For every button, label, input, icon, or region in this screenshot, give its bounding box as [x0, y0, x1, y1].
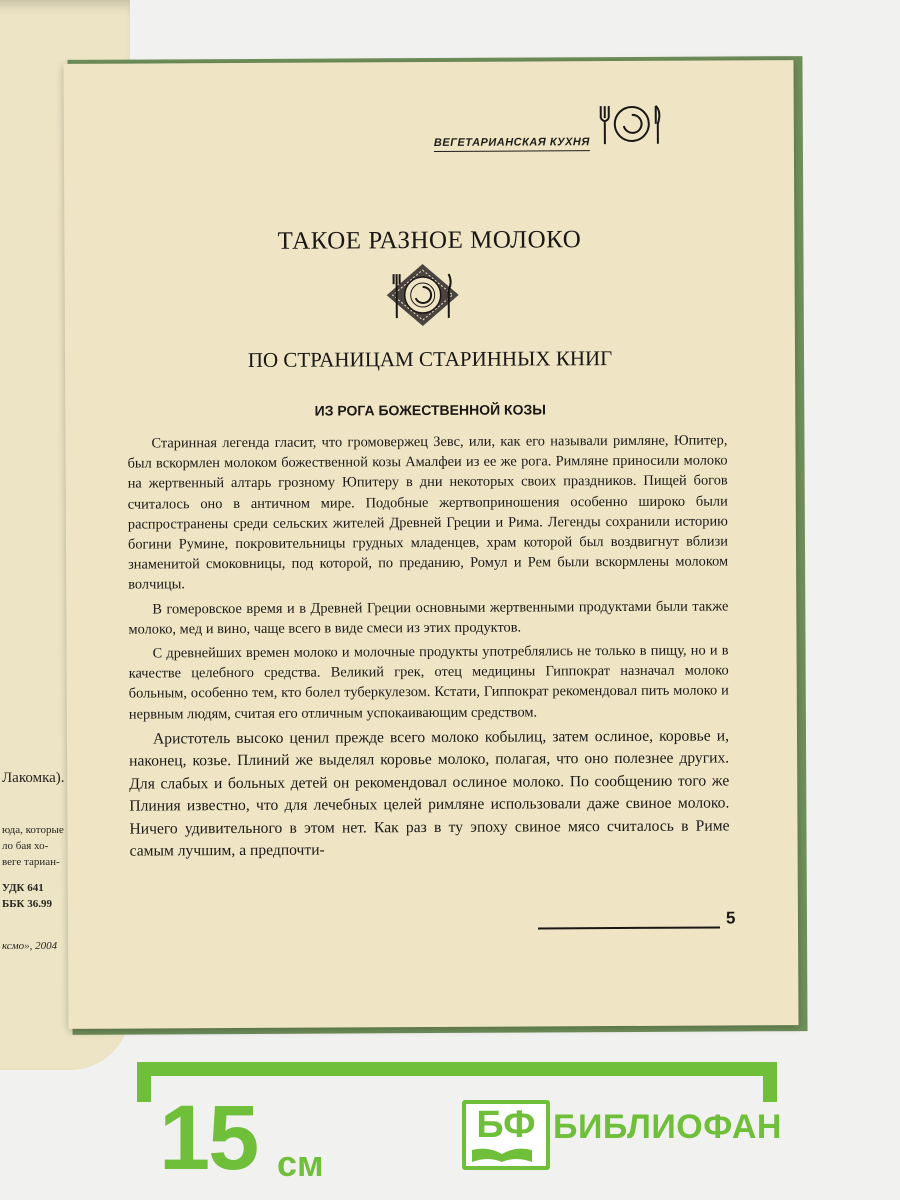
paragraph: Старинная легенда гласит, что громовержец Зевс, или, как его называли римляне, Юпитер, был вскормлен молоком божественной козы Амалфеи из ее же рога. Римляне приносили молоко на жертвенный алтарь грозному Юпитеру в дни некоторых своих праздников. Пищей богов считалось оно в античном мире. Подобные жертвоприношения особенно широко были распространены среди сельских жителей Древней Греции и Рима. Легенды сохранили историю богини Румине, покровительницы грудных младенцев, храм которой был воздвигнут вблизи знаменитой смоковницы, под которой, по преданию, Ромул и Рем были вскормлены молоком волчицы.: [127, 432, 729, 594]
publisher-logo-icon: [462, 1100, 550, 1170]
footer-rule: [538, 926, 720, 929]
left-page-line: юда, которые: [2, 824, 64, 836]
size-banner: [137, 1062, 782, 1200]
cutlery-plate-icon: [596, 102, 668, 151]
left-page-line: ло бая хо-: [2, 840, 49, 852]
classification-codes: [2, 880, 52, 912]
udk-code: УДК 641: [2, 882, 44, 894]
publisher-name: БИБЛИОФАН: [553, 1108, 782, 1146]
copyright-text: ксмо», 2004: [2, 940, 58, 952]
left-page-text: [2, 822, 64, 870]
banner-bar: [137, 1062, 151, 1102]
subsection-heading: ИЗ РОГА БОЖЕСТВЕННОЙ КОЗЫ: [314, 401, 546, 419]
book-page: [63, 60, 798, 1029]
plate-ornament-icon: [383, 262, 463, 333]
paragraph: С древнейших времен молоко и молочные продукты употреблялись не только в пищу, но и в качестве целебного средства. Великий грек, отец медицины Гиппократ назначал молоко больным, особенно тем, кто болел туберкулезом. Кстати, Гиппократ рекомендовал пить молоко и нервным людям, считая его отличным успокаивающим средством.: [128, 642, 729, 723]
open-book-icon: [466, 1146, 538, 1164]
bbk-code: ББК 36.99: [2, 898, 53, 910]
left-page-line: веге тариан-: [2, 856, 60, 868]
size-unit: см: [277, 1143, 324, 1184]
banner-bar: [763, 1062, 777, 1102]
section-label: ВЕГЕТАРИАНСКАЯ КУХНЯ: [434, 136, 590, 152]
chapter-title: ТАКОЕ РАЗНОЕ МОЛОКО: [277, 226, 582, 255]
running-header: [434, 121, 668, 152]
body-text: [127, 430, 729, 863]
page-number: 5: [725, 908, 736, 928]
left-page-text: Лакомка).: [2, 770, 65, 786]
paragraph: Аристотель высоко ценил прежде всего молоко кобылиц, затем ослиное, коровье и, наконец, козье. Плиний же выделял коровье молоко, полагая, что оно полезнее других. Для слабых и больных детей он рекомендовал ослиное молоко. По сообщению того же Плиния известно, что для лечебных целей римляне использовали даже свиное молоко. Ничего удивительного в этом нет. Как раз в ту эпоху свиное мясо считалось в Риме самым лучшим, а предпочти-: [129, 727, 730, 860]
section-title: ПО СТРАНИЦАМ СТАРИННЫХ КНИГ: [247, 346, 613, 372]
size-value: 15: [159, 1087, 258, 1189]
paragraph: В гомеровское время и в Древней Греции основными жертвенными продуктами были также молоко, мед и вино, чаще всего в виде смеси из этих продуктов.: [128, 598, 729, 638]
logo-letters: БФ: [476, 1104, 536, 1146]
banner-bar: [137, 1062, 777, 1076]
